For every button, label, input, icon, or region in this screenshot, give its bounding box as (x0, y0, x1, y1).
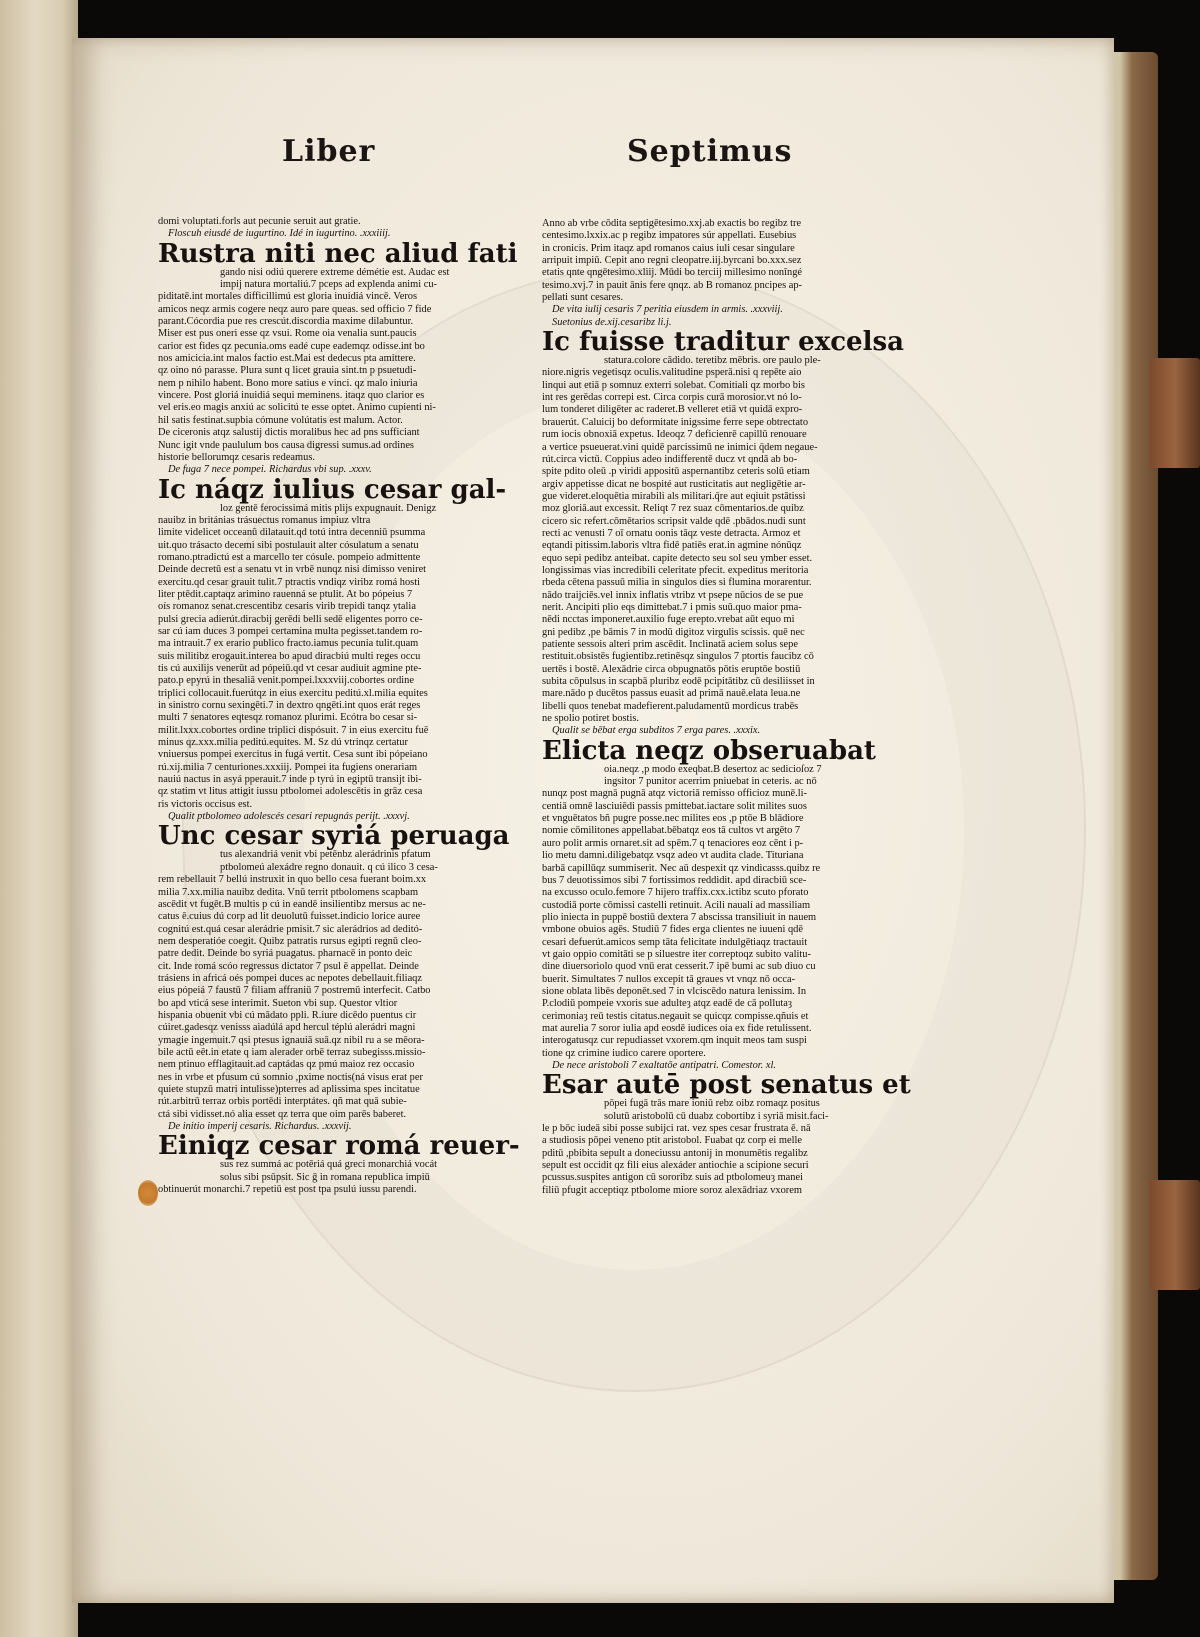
text-line: pditū ,pbibita sepult a doneciussu antonij in monumētis regalibz (542, 1147, 808, 1159)
text-line: restituit.obsistēs fugientibz.retinēsqz singulos 7 ptortis faucibz cō (542, 651, 814, 663)
text-column-right (542, 218, 922, 1197)
text-line: gando nisi odiú querere extreme démétie est. Audac est (220, 266, 450, 278)
text-line: Nunc igit vnde paululum bos causa digressi sumus.ad ordines (158, 439, 414, 451)
text-line: in cronicis. Prim itaqz apd romanos caius iuli cesar singulare (542, 242, 795, 254)
text-line: liter ptēdit.captaqz arimino rauenná se ptulit. At bo pópeius 7 (158, 588, 413, 600)
text-line: ymagie ingemuit.7 qsi ptesus ignauiā suā.qz nibil ru a se mēora- (158, 1034, 425, 1046)
text-line: custodiā porte cōmissi castelli retinuit. Acili naualí ad massiliam (542, 899, 811, 911)
text-line: solus sibi psūpsit. Sic ḡ in romana republica impiū (220, 1171, 430, 1183)
text-line: nādo traijciēs.vel innix inflatis vtribz vt psepe nūcios de se pue (542, 589, 804, 601)
text-line: suis militibz erogauit.interea bo apud diracbiú multi reges occu (158, 650, 421, 662)
chapter-initial-line: Ic náqz iulius cesar gal- (158, 474, 507, 505)
text-line: interogatusqz cur repudiasset vxorem.qm inquit meos tam suspi (542, 1035, 807, 1047)
text-line: int res gerēdas correpi est. Circa corpis curā morosior.vt nó lo- (542, 392, 802, 404)
text-line: quiete stupzū matri intulisse)pterres ad aplissima spes incitatue (158, 1084, 420, 1095)
text-line: statura.colore cādido. teretibz mēbris. ore paulo ple- (604, 355, 821, 367)
clasp-strap-lower (1150, 1180, 1200, 1290)
text-line: amicos neqz armis cogere neqz auro pare queas. sed officio 7 fide (158, 303, 432, 315)
text-line: catus ē.cuius dú corp ad lit deuolutū fuisset.indicio lorice auree (158, 911, 421, 923)
text-line: carior est fides qz pecunia.oms eadé cupe eademqz odisse.int bo (158, 340, 425, 352)
text-line: ma intrauit.7 ex erario publico fracto.iamus pecunia tulit.quam (158, 638, 419, 650)
text-line: sepult est occidit qz fili eius alexáder antiochie a scipione securi (542, 1160, 809, 1172)
text-line: cicero sic refert.cōmētarios scripsit valde qdē .pbādos.nudi sunt (542, 515, 806, 527)
text-line: nem ptinuo efflagitauit.ad captádas qz pmú maioz rez occasio (158, 1059, 415, 1071)
text-line: loz gentē ferocissimá mitis plijs expugnauit. Denigz (220, 502, 437, 514)
text-line: gni pedibz ,pe bāmis 7 in modū digitoz virgulis scissis. quē nec (542, 626, 805, 638)
text-line: piditatē.int mortales difficillimú est gloria inuidiá vincē. Veros (158, 291, 418, 303)
text-line: rbeda cētena passuū milia in singulos dies si flumina morarentur. (542, 577, 812, 589)
text-line: hil satis festinat.supbia cómune volútatis est malum. Actor. (158, 414, 403, 426)
chapter-rubric: De initio imperij cesaris. Richardus. .xxxvij. (168, 1121, 352, 1133)
text-line: na excusso oculo.femore 7 hijero traffix.cxx.ictibz scuto pforato (542, 887, 809, 899)
text-line: ne spolio potiret bostis. (542, 713, 639, 725)
text-line: a studiosis pōpei veneno ptit aristobol. Fuabat qz corp ei melle (542, 1135, 802, 1147)
foxing-stain (138, 1180, 158, 1206)
text-line: linqui aut etiā p somnuz exterri solebat. Comitiali qz morbo bis (542, 379, 805, 391)
chapter-rubric: Qualit se bēbat erga subditos 7 erga pares. .xxxix. (552, 725, 761, 737)
text-line: limite videlicet occeanū dilatauit.qd totú intra decenniū psumma (158, 527, 426, 539)
text-line: tione qz crimine iudico carere oportere. (542, 1047, 706, 1059)
text-line: equo sepi pedibz anteibat. capite detecto seu sol seu ymber esset. (542, 552, 813, 564)
text-line: rum iocis obnoxiā expetus. Ideoqz 7 deficienrē capillū renouare (542, 429, 807, 441)
text-line: plio iniecta in puppē bostiū dextera 7 abscissa transiliuit in nauem (542, 911, 817, 923)
text-line: mat aurelia 7 soror iulia apd eosdē iudices oia ex fide retulissent. (542, 1022, 812, 1034)
text-line: niore.nigris vegetisqz oculis.valitudine psperā.nisi q repēte aio (542, 367, 802, 379)
text-line: filiū pfugit acceptiqz ptbolome miore soroz alexādriaz vxorem (542, 1184, 802, 1196)
text-line: vincere. Post gloriá inuidiá sequi meminens. itaqz quo clarior es (158, 390, 425, 402)
text-line: vel eris.eo magis anxiú ac solicitú te esse optet. Animo cupienti ni- (158, 402, 436, 414)
text-line: cit. Inde romá scóo regressus dictator 7 psul ē appellat. Deinde (158, 960, 419, 972)
text-column-left (158, 216, 543, 1196)
text-line: nēdi ncctas imponeret.auxilio fuge erepto.vrebat aūt equo mi (542, 614, 795, 626)
chapter-initial-line: Elicta neqz obseruabat (542, 735, 876, 766)
text-line: nerit. Ancipiti plio eqs dimittebat.7 i pmis suū.quo maior pma- (542, 601, 802, 613)
text-line: nomie cōmilitones appellabat.bēbatqz eos tā cultos vt argēto 7 (542, 825, 801, 837)
text-line: pōpei fugā trās mare ioniū rebz oibz romaqz positus (604, 1098, 820, 1110)
text-line: nes in vrbe et pfusum cú somnio ,pxime noctis(ná visus erat per (158, 1071, 423, 1083)
text-line: romano.ptradictú est a marcello ter cósule. pompeio admittente (158, 551, 421, 563)
text-line: patiente sessois alteri prim ascēdit. Inclinatā aciem solus sepe (542, 639, 798, 650)
text-line: pcussus.suspites antigon cū sororibz suis ad ptbolomeuȝ manei (542, 1172, 803, 1184)
text-line: eius pópeiá 7 faustū 7 filiam affraniū 7 postremū interfecit. Catbo (158, 985, 431, 997)
text-line: tus alexandriá venit vbi petēnbz alerádrinis pfatum (220, 849, 431, 861)
chapter-rubric: Floscuh eiusdé de iugurtino. Idé in iugurtino. .xxxiiij. (168, 228, 391, 240)
text-line: sar cú iam duces 3 pompei certamina multa pegisset.tandem ro- (158, 625, 423, 637)
text-line: ptbolomeú alexádre regno donauit. q cú ilico 3 cesa- (220, 861, 438, 873)
text-line: qz statim vt litus attigit iussu ptbolomei adolescētis in grāz cesa (158, 786, 423, 798)
text-line: etatis qnte qngētesimo.xliij. Mūdi bo terciij millesimo nonīngé (542, 267, 803, 279)
text-line: vmbone obuios agēs. Studiū 7 fides erga clientes ne iuueni qdē (542, 924, 803, 936)
text-line: rú.xij.milia 7 centuriones.xxxiij. Pompei ita fugiens onerariam (158, 761, 418, 773)
text-line: De ciceronis atqz salustij dictis moralibus hec ad pns sufficiant (158, 427, 420, 439)
chapter-initial-line: Esar autē post senatus et (542, 1070, 911, 1101)
text-line: nauibz in británias trásuectus romanus impiuz vltra (158, 514, 371, 526)
text-line: centesimo.lxxix.ac p regibz impatores súr appellati. Eusebius (542, 230, 797, 242)
text-line: cerimoniaȝ reū testis citatus.negauit se quicqz compisse.qñuis et (542, 1010, 809, 1022)
text-line: nauiú nactus in asyá pperauit.7 inde p tyrú in egiptū transijt ibi- (158, 774, 422, 786)
chapter-initial-line: Ic fuisse traditur excelsa (542, 327, 904, 358)
text-line: Miser est pus oneri esse qz vsui. Rome oia venalia sunt.paucis (158, 328, 417, 340)
text-line: Anno ab vrbe cōdita septigētesimo.xxj.ab exactis bo regibz tre (542, 218, 802, 229)
text-line: gue videret.eloquētia mirabili als militari.q̄re aut eqiuit pstātissi (542, 490, 806, 502)
text-line: auro polit armis ornaret.sit ad spēm.7 q tenaciores eoz cēnt i p- (542, 837, 804, 849)
text-line: cúiret.gadesqz venisss aiadúlá apd hercul téplú alerádri magni (158, 1022, 416, 1034)
chapter-rubric: De fuga 7 nece pompei. Richardus vbi sup. .xxxv. (168, 464, 372, 476)
chapter-initial-line: Rustra niti nec aliud fati (158, 238, 518, 269)
text-line: P.clodiū pompeie vxoris sue adulteȝ atqz eadē de cā pollutaȝ (542, 998, 793, 1010)
text-line: tis cú auxilijs venerūt ad pópeiū.qd vt cesar audiuit agmine pte- (158, 663, 422, 674)
text-line: buerit. Simultates 7 nullos excepit tā graues vt vnqz nō occa- (542, 973, 796, 985)
text-line: a vertice psueuerat.vini quidē parcissimū ne inimici q̄dem negaue- (542, 441, 818, 453)
text-line: multi 7 senatores eqtesqz romanoz plurimi. Ecótra bo cesar si- (158, 712, 418, 724)
text-line: cesari defuerút.amicos semp tāta felicitate indulgētiaqz tractauit (542, 936, 808, 948)
text-line: hispania obuenit vbi cú mādato ppli. R.iure dicēdo puentus cir (158, 1009, 417, 1021)
text-line: barbā capillūqz summiserit. Nec aū despexit qz vindicasss.quibz re (542, 862, 821, 874)
text-line: subita cōpulsus in scapbā pluribz eodē pcipitātibz cū desiliisset in (542, 676, 815, 688)
text-line: pato.p epyrú in thesaliā venit.pompei.lxxxviij.cobortes ordine (158, 675, 414, 687)
text-line: argiv appetisse dicat ne bospité aut rusticitatis aut negligētie ar- (542, 478, 806, 490)
left-facing-page (0, 0, 78, 1637)
text-line: ingsitor 7 punitor acerrim pniuebat in ceteris. ac nō (604, 776, 817, 788)
text-line: qz oino nó parasse. Plura sunt q licet grauia sint.tn p psuetudi- (158, 365, 417, 377)
text-line: tesimo.xvj.7 in pauit ānis fere qnqz. ab B romanoz pncipes ap- (542, 279, 802, 291)
text-line: milit.lxxx.cobortes ordine triplici dispósuit. 7 in eius exercitu fuē (158, 724, 429, 736)
text-line: spite pdito oleū .p viridi appositū aspernantibz ceteris solū etiam (542, 466, 810, 478)
text-line: rút.circa victū. Coppius adeo indifferentē ducz vt qndā ab bo- (542, 453, 798, 465)
text-line: historie bellorumqz cesaris redeamus. (158, 451, 315, 463)
text-line: ascēdit vt fugēt.B multis p cú in eandē insilientibz mersus ac ne- (158, 898, 426, 910)
text-line: bus 7 deuotissimos sibi 7 fortissimos reddidit. apd diracbiū sce- (542, 874, 807, 886)
chapter-rubric: De vita iulij cesaris 7 peritia eiusdem in armis. .xxxviij. (552, 304, 783, 316)
text-line: nem p nihilo habent. Bono more satius e vinci. qz malo iniuria (158, 377, 418, 389)
text-line: et vnguētatos bñ pugre posse.nec milites eos ,p ptōe B blādiore (542, 813, 804, 825)
text-line: brauerút. Caluicij bo deformitate inigssime ferre sepe obtrectato (542, 416, 809, 428)
text-line: triplici collocauit.fuerútqz in eius exercitu peditú.xl.milia equites (158, 687, 428, 699)
clasp-strap-upper (1150, 358, 1200, 468)
text-line: pulsi grecia adierút.diracbij gerēdi belli sedē eligentes porro ce- (158, 613, 423, 625)
text-line: in sinistro cornu sexingēti.7 in dextro qngēti.int quos erát reges (158, 700, 421, 712)
text-line: nos amicicia.int malos factio est.Mai est dedecus pta amittere. (158, 353, 416, 365)
text-line: vniuersus pompei exercitus in fugá vertit. Cesa sunt ibi pópeiano (158, 749, 428, 761)
text-line: nem desperatióe coegit. Quibz patratis rursus egipti regnū cleo- (158, 935, 422, 947)
text-line: lum tonderet diligēter ac raderet.B velleret etiā vt quidā expro- (542, 404, 803, 416)
text-line: dine diuersoriolo quod vnū erat cesserit.7 ipē bumi ac sub diuo cu (542, 961, 816, 973)
text-line: vt gaio oppio comitāti se p siluestre iter correptoqz subito valitu- (542, 948, 811, 960)
text-line: sus rez summá ac potēriá quá greci monarchiá vocát (220, 1159, 437, 1171)
book-page (72, 38, 1114, 1603)
text-line: recti ac venusti 7 oī ornatu oonis tāqz veste detracta. Armoz et (542, 527, 801, 539)
chapter-rubric: Suetonius de.xij.cesaribz li.j. (552, 316, 672, 328)
text-line: rút.arbitrū terraz orbis portēdi interptátes. qñ mat quā subie- (158, 1096, 407, 1108)
text-line: lio metu damni.diligebatqz vsqz adeo vt audita clade. Tituriana (542, 850, 804, 862)
text-line: patre dedit. Deinde bo syriá puagatus. pharnacē in ponto deic (158, 948, 413, 960)
text-line: longissimas vias incredibili celeritate pfecit. expeditus meritoria (542, 564, 809, 576)
chapter-initial-line: Unc cesar syriá peruaga (158, 821, 510, 852)
text-line: uertēs i bostē. Alexādrie circa obpugnatōs pōtis eruptōe bostiū (542, 663, 801, 675)
running-heading-right: Septimus (627, 134, 793, 169)
text-line: eqtandi pitissim.laboris vltra fidē patiēs erat.in agmine nónūqz (542, 540, 802, 552)
text-line: domi voluptati.forls aut pecunie seruit aut gratie. (158, 216, 361, 227)
text-line: centiā omnē lasciuiēdi passis pmittebat.iactare solit milites suos (542, 800, 807, 812)
text-line: exercitu.qd cesar grauit tulit.7 ptractis vndiqz viribz romá hosti (158, 576, 420, 588)
text-line: pellati sunt cesares. (542, 292, 624, 304)
text-line: libelli quos tenebat madefierent.paludamentū mordicus trabēs (542, 700, 799, 712)
text-line: solutū aristobolū cū duabz cobortibz i syriā misit.faci- (604, 1110, 829, 1122)
text-line: bo apd vticá sese interimit. Sueton vbi sup. Questor vltior (158, 997, 398, 1009)
text-line: le p bōc iudeā sibi posse subijci rat. vez spes cesar frustrata ē. nā (542, 1123, 811, 1135)
text-line: moz gloriā.aut excessit. Reliqt 7 rez suaz cōmentarios.de quibz (542, 503, 804, 515)
chapter-initial-line: Einiqz cesar romá reuer- (158, 1131, 520, 1162)
text-line: oia.neqz ,p modo exeqbat.B desertoz ac sedicioſoz 7 (604, 763, 822, 775)
text-line: arripuit impiū. Cepit ano regni cleopatre.iij.byrcani bo.xxx.sez (542, 255, 802, 267)
text-line: cognitú est.quá cesar alerádrie pmisit.7 sic alerádrios ad deditó- (158, 923, 423, 935)
chapter-rubric: De nece aristoboli 7 exaltatōe antipatri. Comestor. xl. (552, 1060, 776, 1071)
text-line: impij natura mortaliú.7 pceps ad explenda animi cu- (220, 279, 437, 291)
text-line: milia 7.xx.milia nauibz dedita. Vnū territ ptbolomens scapbam (158, 886, 419, 898)
text-line: trásiens in africá oés pompei duces ac nepotes debellauit.filiaqz (158, 972, 422, 984)
text-line: obtinuerút monarchi.7 repetiū est post tpa psulú iussu parendi. (158, 1184, 417, 1196)
text-line: sione oblata libēs deponēt.sed 7 in vlciscēdo natura lenissim. In (542, 985, 807, 997)
text-line: nunqz post magnā pugnā atqz victoriā remisso officioz munē.li- (542, 788, 807, 800)
text-line: minus qz.xxx.milia peditú.equites. M. Sz dú vtrinqz certatur (158, 737, 408, 749)
text-line: mare.nādo p ducētos passus euasit ad primā nauē.elata leua.ne (542, 688, 801, 700)
text-line: uit.quo trásacto decemi sibi postulauit alter cósulatum a senatu (158, 539, 419, 551)
text-line: ctá sibi vidisset.nó alia esset qz terra que oim parēs baberet. (158, 1108, 407, 1120)
text-line: rem rebellauit 7 bellú instruxit in quo bello cesa fuerant boim.xx (158, 874, 427, 886)
text-line: parant.Cócordia pue res crescút.discordia maxime dilabuntur. (158, 316, 414, 328)
chapter-rubric: Qualit ptbolomeo adolescés cesari repugnás perijt. .xxxvj. (168, 811, 410, 823)
running-heading-left: Liber (282, 134, 376, 169)
text-line: ris victoris occisus est. (158, 798, 253, 810)
text-line: bile actū eēt.in etate q iam alerader orbē terraz subegisss.missio- (158, 1046, 426, 1058)
text-line: oís romanoz senat.crescentibz cesaris virib trepidi tanqz ytalia (158, 601, 416, 613)
text-line: Deinde decretū est a senatu vt in vrbē nunqz nisi dimisso veniret (158, 564, 427, 576)
